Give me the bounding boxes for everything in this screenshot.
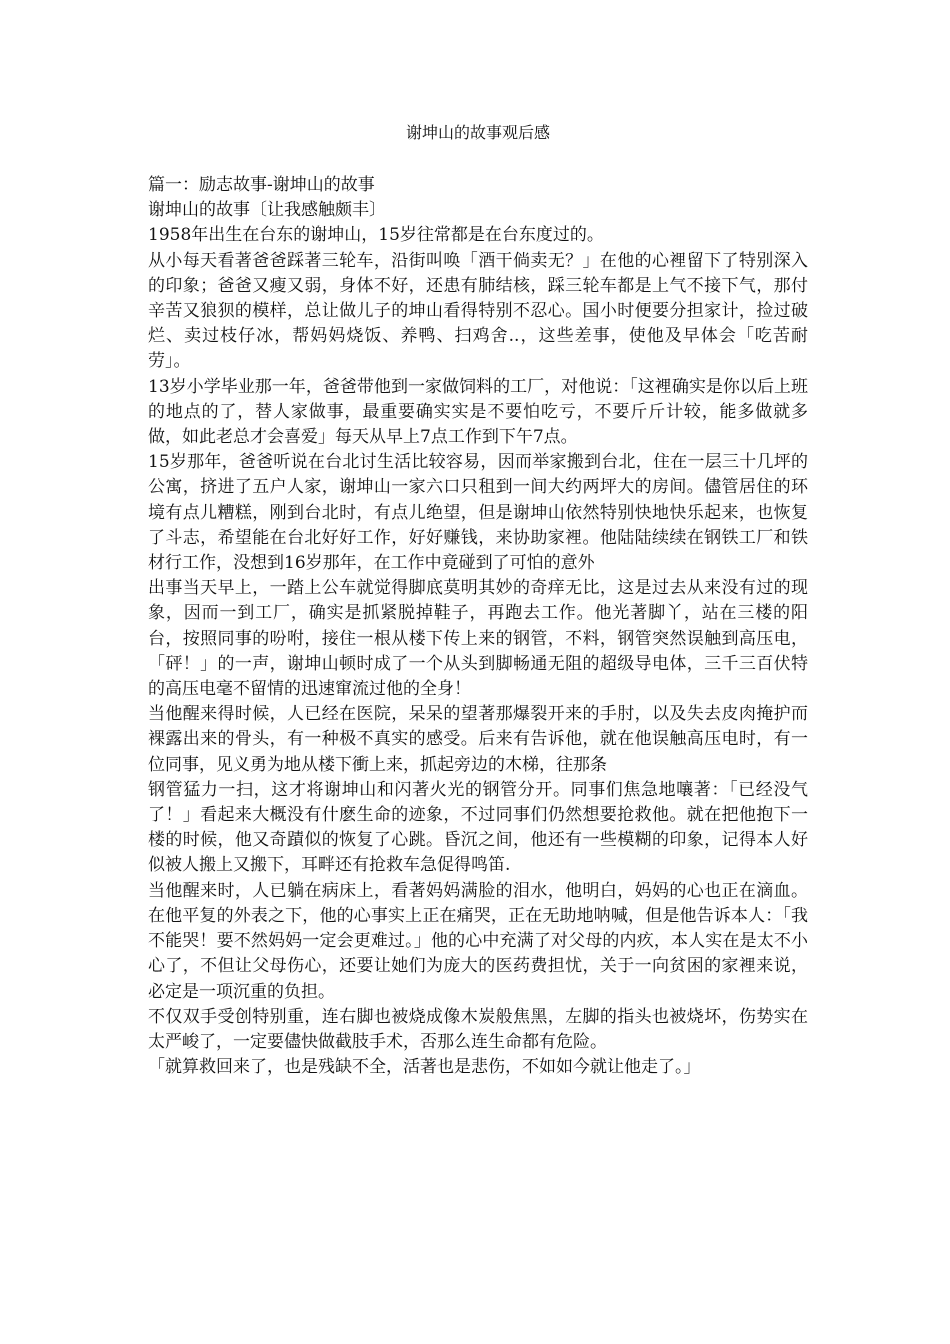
- paragraph: 1958年出生在台东的谢坤山，15岁往常都是在台东度过的。: [148, 225, 604, 246]
- paragraph: 不仅双手受创特别重，连右脚也被烧成像木炭般焦黑，左脚的指头也被烧坏，伤势实在太严峻了，一定要儘快做截肢手术，否那么连生命都有危险。: [148, 1006, 808, 1052]
- paragraph: 15岁那年，爸爸听说在台北讨生活比较容易，因而举家搬到台北，住在一层三十几坪的公寓，挤进了五户人家，谢坤山一家六口只租到一间大约两坪大的房间。儘管居住的环境有点儿糟糕，刚到台北时，有点儿绝望，但是谢坤山依然特别快地快乐起来，也恢复了斗志，希望能在台北好好工作，好好赚钱，来协助家裡。他陆陆续续在钢铁工厂和铁材行工作，没想到16岁那年，在工作中竟碰到了可怕的意外: [148, 452, 808, 574]
- paragraph: 13岁小学毕业那一年，爸爸带他到一家做饲料的工厂，对他说：「这裡确实是你以后上班的地点的了，替人家做事，最重要确实实是不要怕吃亏，不要斤斤计较，能多做就多做，如此老总才会喜爱」每天从早上7点工作到下午7点。: [148, 376, 808, 448]
- document-title: 谢坤山的故事观后感: [405, 123, 550, 142]
- paragraph: 出事当天早上，一踏上公车就觉得脚底莫明其妙的奇痒无比，这是过去从来没有过的现象，因而一到工厂，确实是抓紧脱掉鞋子，再跑去工作。他光著脚丫，站在三楼的阳台，按照同事的吩咐，接住一根从楼下传上来的钢管，不料，钢管突然误触到高压电，「砰！」的一声，谢坤山顿时成了一个从头到脚畅通无阻的超级导电体，三千三百伏特的高压电毫不留情的迅速窜流过他的全身！: [148, 578, 808, 700]
- document-body: [148, 173, 808, 1080]
- paragraph: 篇一：励志故事-谢坤山的故事: [148, 175, 375, 195]
- paragraph: 钢管猛力一扫，这才将谢坤山和闪著火光的钢管分开。同事们焦急地嚷著：「已经没气了！」看起来大概没有什麽生命的迹象，不过同事们仍然想要抢救他。就在把他抱下一楼的时候，他又奇蹟似的恢复了心跳。昏沉之间，他还有一些模糊的印象，记得本人好似被人搬上又搬下，耳畔还有抢救车急促得鸣笛.: [148, 779, 808, 876]
- paragraph: 谢坤山的故事〔让我感触颇丰〕: [148, 200, 386, 221]
- document-page: [148, 120, 808, 1080]
- paragraph: 从小每天看著爸爸踩著三轮车，沿街叫唤「酒干倘卖无？」在他的心裡留下了特别深入的印象；爸爸又瘦又弱，身体不好，还患有肺结核，踩三轮车都是上气不接下气，那付辛苦又狼狈的模样，总让做儿子的坤山看得特别不忍心。国小时便要分担家计，捡过破烂、卖过枝仔冰，帮妈妈烧饭、养鸭、扫鸡舍..，这些差事，使他及早体会「吃苦耐劳」。: [148, 250, 808, 372]
- paragraph: 当他醒来时，人已躺在病床上，看著妈妈满脸的泪水，他明白，妈妈的心也正在滴血。在他平复的外表之下，他的心事实上正在痛哭，正在无助地呐喊，但是他告诉本人：「我不能哭！要不然妈妈一定会更难过。」他的心中充满了对父母的内疚，本人实在是太不小心了，不但让父母伤心，还要让她们为庞大的医药费担忧，关于一向贫困的家裡来说，必定是一项沉重的负担。: [148, 880, 808, 1002]
- paragraph: 当他醒来得时候，人已经在医院，呆呆的望著那爆裂开来的手肘，以及失去皮肉掩护而裸露出来的骨头，有一种极不真实的感受。后来有告诉他，就在他误触高压电时，有一位同事，见义勇为地从楼下衝上来，抓起旁边的木梯，往那条: [148, 704, 808, 775]
- paragraph: 「就算救回来了，也是残缺不全，活著也是悲伤，不如如今就让他走了。」: [148, 1057, 701, 1078]
